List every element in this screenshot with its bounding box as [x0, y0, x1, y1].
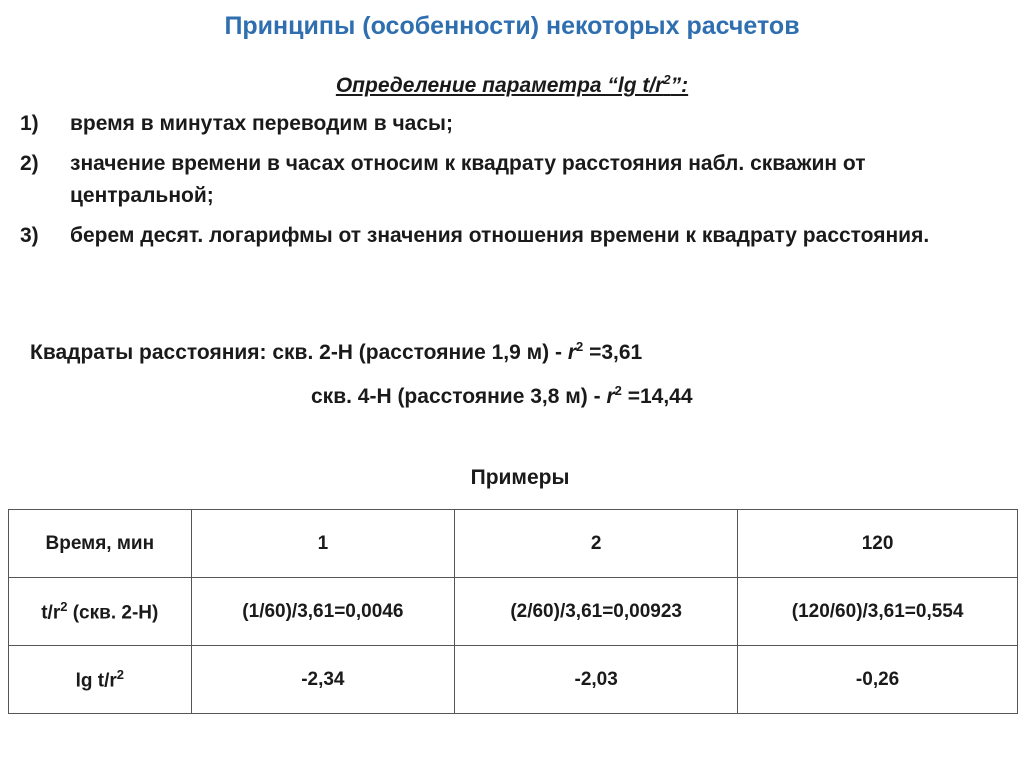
squares-line-1-r: r — [567, 341, 576, 364]
row-label-sup: 2 — [116, 666, 124, 682]
squares-line-2-r: r — [606, 385, 615, 408]
table-row — [9, 578, 1018, 646]
table-cell: -2,34 — [191, 646, 455, 714]
row-label — [9, 646, 192, 714]
row-label-suffix: (скв. 2-Н) — [67, 602, 159, 624]
step-number: 3) — [20, 224, 39, 247]
row-label — [9, 510, 192, 578]
squares-line-1 — [30, 339, 642, 365]
row-label — [9, 578, 192, 646]
squares-line-1-text: Квадраты расстояния: скв. 2-Н (расстояние 1,9 м) - — [30, 341, 568, 364]
slide-title: Принципы (особенности) некоторых расчетов — [224, 12, 800, 40]
list-item — [20, 148, 1000, 212]
table-cell: (1/60)/3,61=0,0046 — [191, 578, 455, 646]
table-cell: 2 — [455, 510, 738, 578]
subtitle-suffix: ”: — [670, 74, 689, 97]
squares-line-2-value: =14,44 — [621, 385, 693, 408]
table-row — [9, 646, 1018, 714]
step-text: берем десят. логарифмы от значения отношения времени к квадрату расстояния. — [70, 224, 930, 247]
step-number: 1) — [20, 112, 39, 135]
step-text: время в минутах переводим в часы; — [70, 112, 453, 135]
table-cell: 1 — [191, 510, 455, 578]
table-cell: (120/60)/3,61=0,554 — [738, 578, 1018, 646]
table-row — [9, 510, 1018, 578]
squares-line-1-sup: 2 — [576, 339, 584, 354]
subtitle — [0, 72, 1024, 98]
table-cell: -0,26 — [738, 646, 1018, 714]
squares-line-2 — [311, 383, 693, 409]
subtitle-sup: 2 — [663, 72, 671, 87]
table-cell: 120 — [738, 510, 1018, 578]
squares-line-2-sup: 2 — [614, 383, 622, 398]
examples-table — [8, 509, 1018, 714]
steps-list — [20, 108, 1000, 260]
subtitle-prefix: Определение параметра “lg t/r — [335, 74, 664, 97]
row-label-text: Время, мин — [45, 532, 155, 554]
row-label-sup: 2 — [60, 598, 68, 614]
row-label-text: t/r — [41, 602, 61, 624]
list-item — [20, 220, 1000, 252]
step-number: 2) — [20, 152, 39, 175]
row-label-text: lg t/r — [75, 670, 117, 692]
table-cell: (2/60)/3,61=0,00923 — [455, 578, 738, 646]
squares-line-2-text: скв. 4-Н (расстояние 3,8 м) - — [311, 385, 607, 408]
list-item — [20, 108, 1000, 140]
table-cell: -2,03 — [455, 646, 738, 714]
step-text: значение времени в часах относим к квадрату расстояния набл. скважин от центральной; — [70, 152, 866, 207]
examples-heading: Примеры — [470, 466, 570, 489]
squares-line-1-value: =3,61 — [583, 341, 643, 364]
